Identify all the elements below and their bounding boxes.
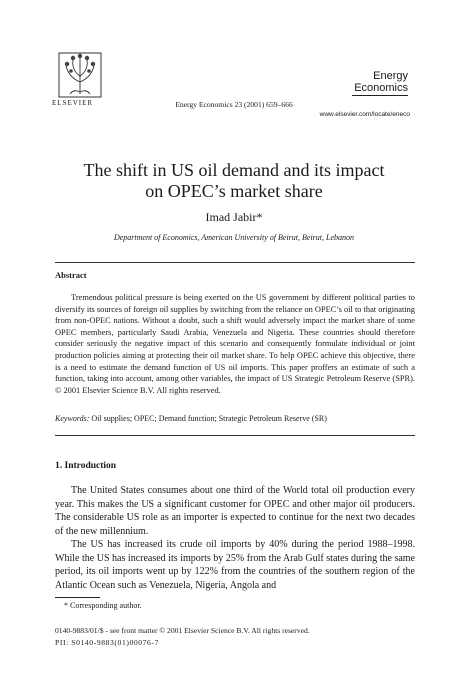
journal-url[interactable]: www.elsevier.com/locate/eneco [319,111,410,118]
abstract-bottom-rule [55,435,415,436]
journal-citation: Energy Economics 23 (2001) 659–666 [175,100,293,109]
keywords-label: Keywords: [55,414,90,423]
corresponding-author-footnote: * Corresponding author. [64,601,142,610]
journal-title-line1: Energy [373,70,408,82]
article-title-line2: on OPEC’s market share [145,181,323,201]
abstract-top-rule [55,262,415,263]
author-name: Imad Jabir* [205,210,263,224]
pii-line: PII: S0140-9883(01)00076-7 [55,638,159,647]
article-title [0,160,468,202]
journal-title-rule [352,95,408,96]
abstract-text: Tremendous political pressure is being exerted on the US government by different political parties to diversify its sources of foreign oil supplies by switching from the reliance on OPEC’s oil to that originating from non-OPEC nations. Without a doubt, such a shift would adversely impact the market share of some OPEC members, particularly Saudi Arabia, Venezuela and Nigeria. These countries should therefore consider seriously the negative impact of this scenario and consequently formulate individual or joint production policies aiming at protecting their oil market share. To help OPEC achieve this objective, there is a need to estimate the demand function of US oil imports. This paper proffers an estimate of such a function, taking into account, among other variables, the impact of US Strategic Petroleum Reserve (SPR). © 2001 Elsevier Science B.V. All rights reserved. [55,293,415,395]
copyright-line: 0140-9883/01/$ - see front matter © 2001 Elsevier Science B.V. All rights reserved. [55,626,310,635]
footnote-rule [55,597,100,598]
keywords [55,414,415,423]
article-title-line1: The shift in US oil demand and its impact [83,160,385,180]
section-heading-introduction: 1. Introduction [55,461,117,471]
journal-title [354,70,408,94]
author-affiliation: Department of Economics, American University of Beirut, Beirut, Lebanon [113,233,355,242]
abstract-heading: Abstract [55,270,87,280]
publisher-name: ELSEVIER [52,99,94,107]
keywords-list: Oil supplies; OPEC; Demand function; Strategic Petroleum Reserve (SR) [91,414,327,423]
intro-paragraph-1: The United States consumes about one third of the World total oil production every year. This makes the US a significant customer for OPEC and other major oil producers. The considerable US role as an importer is expected to continue for the next two decades of the new millennium. [55,485,415,537]
elsevier-tree-logo [58,52,102,106]
journal-title-line2: Economics [354,82,408,94]
intro-paragraph-2: The US has increased its crude oil imports by 40% during the period 1988–1998. While the US has increased its imports by 25% from the Arab Gulf states during the same period, its oil imports went up by 122% from the countries of the southern region of the Atlantic Ocean such as Venezuela, Nigeria, Angola and [55,539,415,591]
